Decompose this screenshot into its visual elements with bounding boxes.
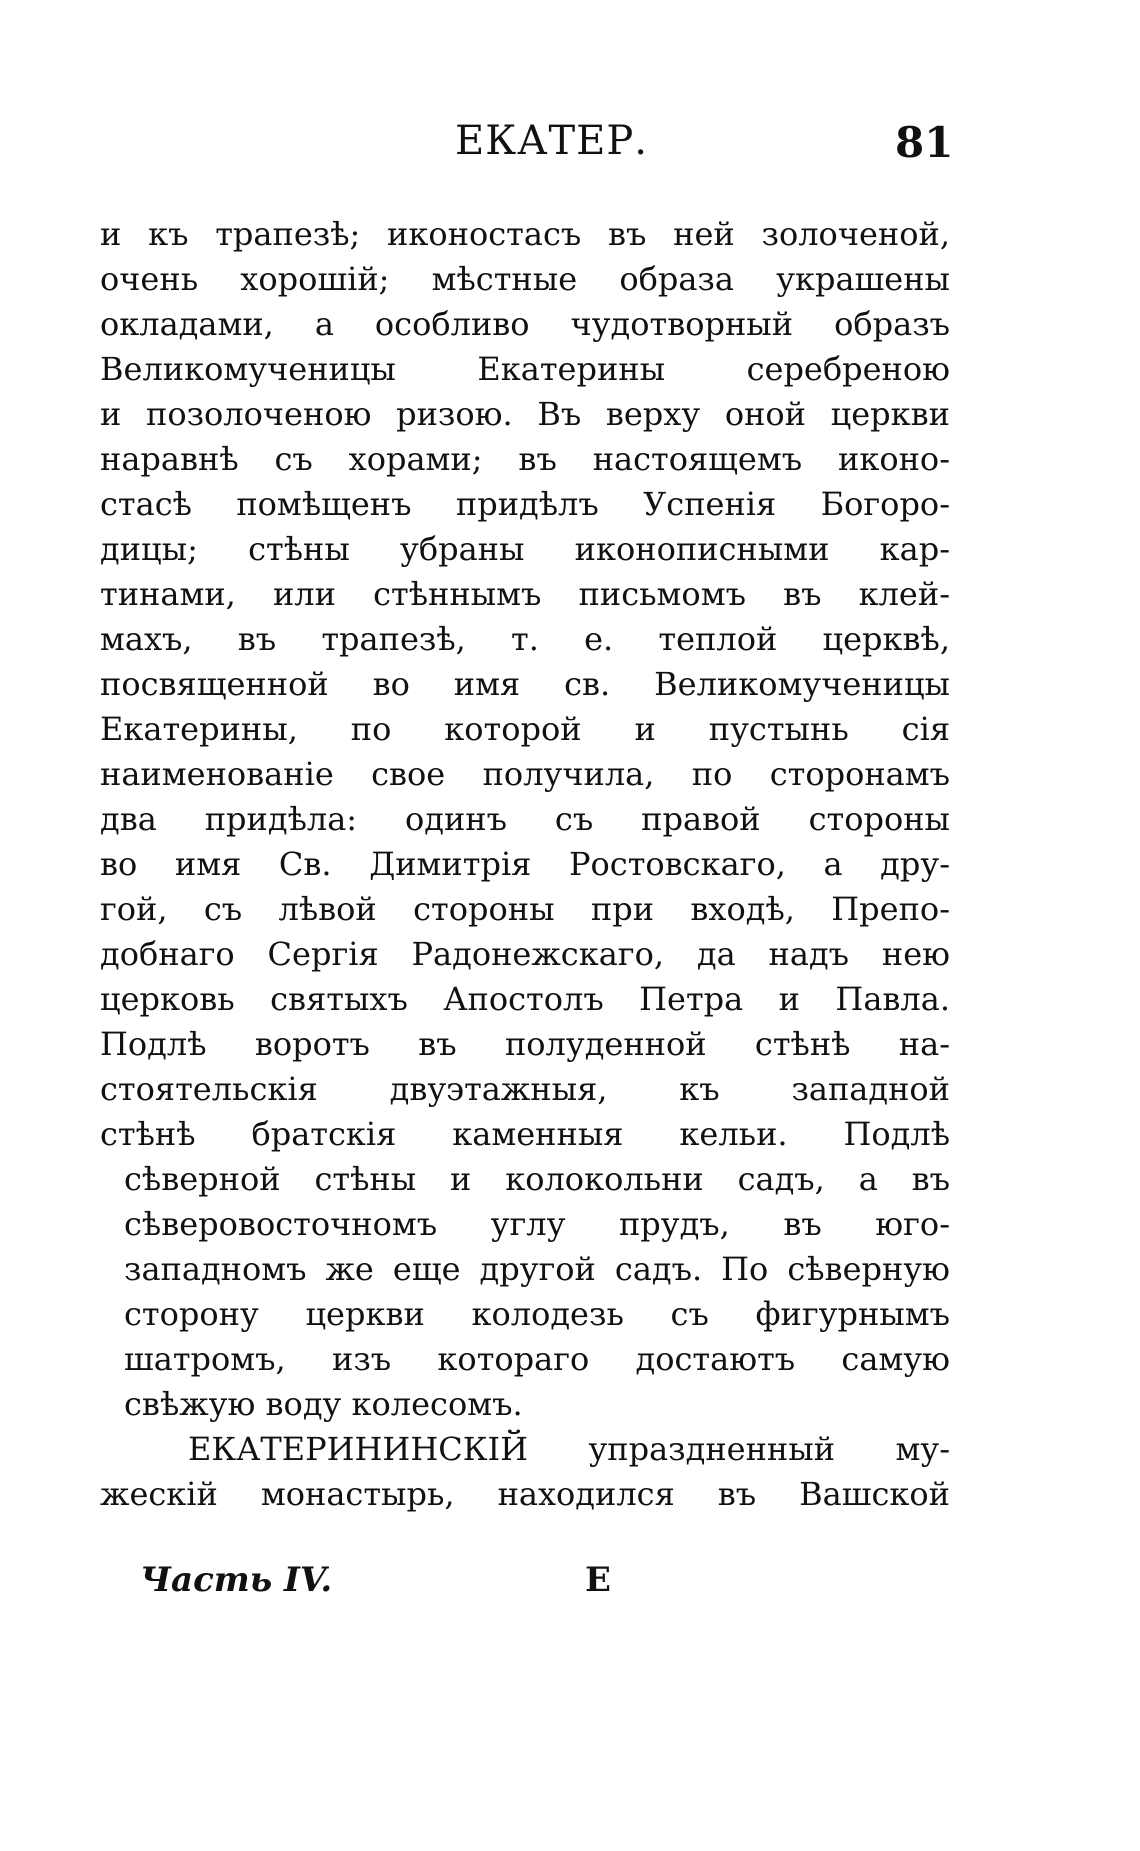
- text-line: гой, съ лѣвой стороны при входѣ, Препо-: [100, 890, 950, 928]
- text-line: и позолоченою ризою. Въ верху оной церкви: [100, 395, 950, 433]
- body-text: [100, 212, 950, 1517]
- page-footer: [140, 1560, 840, 1610]
- text-line: стоятельскія двуэтажныя, къ западной: [100, 1070, 950, 1108]
- text-line: церковь святыхъ Апостолъ Петра и Павла.: [100, 980, 950, 1018]
- text-line: Подлѣ воротъ въ полуденной стѣнѣ на-: [100, 1025, 950, 1063]
- text-line: Екатерины, по которой и пустынь сія: [100, 710, 950, 748]
- text-line: во имя Св. Димитрія Ростовскаго, а дру-: [100, 845, 950, 883]
- text-line: стасѣ помѣщенъ придѣлъ Успенія Богоро-: [100, 485, 950, 523]
- text-line: сторону церкви колодезь съ фигурнымъ: [124, 1295, 950, 1333]
- signature-mark: Е: [585, 1560, 611, 1600]
- running-title: ЕКАТЕР.: [455, 118, 648, 164]
- text-line: западномъ же еще другой садъ. По сѣверную: [124, 1250, 950, 1288]
- text-line: свѣжую воду колесомъ.: [124, 1385, 523, 1423]
- text-line: добнаго Сергія Радонежскаго, да надъ нею: [100, 935, 950, 973]
- text-line: жескій монастырь, находился въ Вашской: [100, 1475, 950, 1513]
- running-head: [0, 118, 1140, 178]
- text-line: наравнѣ съ хорами; въ настоящемъ иконо-: [100, 440, 950, 478]
- text-line: посвященной во имя св. Великомученицы: [100, 665, 950, 703]
- text-line: сѣверной стѣны и колокольни садъ, а въ: [124, 1160, 950, 1198]
- text-line: Великомученицы Екатерины серебреною: [100, 350, 950, 388]
- text-line: шатромъ, изъ котораго достаютъ самую: [124, 1340, 950, 1378]
- text-line: тинами, или стѣннымъ письмомъ въ клей-: [100, 575, 950, 613]
- text-line: окладами, а особливо чудотворный образъ: [100, 305, 950, 343]
- volume-part-label: Часть IV.: [140, 1560, 333, 1600]
- page-number: 81: [895, 118, 954, 167]
- text-line: и къ трапезѣ; иконостасъ въ ней золоченой,: [100, 215, 950, 253]
- entry-heading-line: ЕКАТЕРИНИНСКІЙ упраздненный му-: [188, 1430, 950, 1468]
- text-line: стѣнѣ братскія каменныя кельи. Подлѣ: [100, 1115, 950, 1153]
- text-line: дицы; стѣны убраны иконописными кар-: [100, 530, 950, 568]
- text-line: два придѣла: одинъ съ правой стороны: [100, 800, 950, 838]
- text-line: сѣверовосточномъ углу прудъ, въ юго-: [124, 1205, 950, 1243]
- text-line: махъ, въ трапезѣ, т. е. теплой церквѣ,: [100, 620, 950, 658]
- text-line: очень хорошій; мѣстные образа украшены: [100, 260, 950, 298]
- text-line: наименованіе свое получила, по сторонамъ: [100, 755, 950, 793]
